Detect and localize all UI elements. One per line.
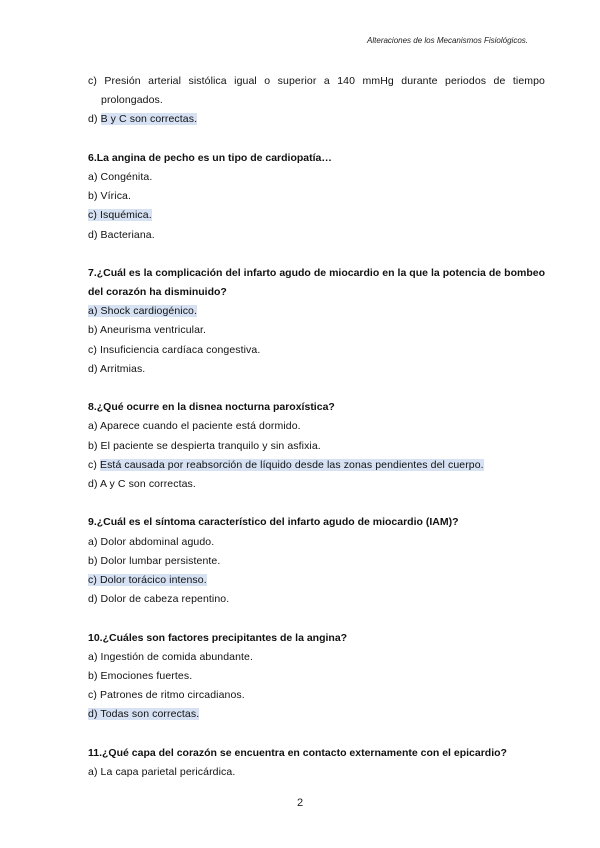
q9-option-d: d) Dolor de cabeza repentino. bbox=[88, 593, 230, 606]
q8-option-c-highlighted: Está causada por reabsorción de líquido desde las zonas pendientes del cuerpo. bbox=[99, 458, 484, 471]
question-7: 7.¿Cuál es la complicación del infarto agudo de miocardio en la que la potencia de bombeo del corazón ha disminuido? bbox=[88, 266, 545, 299]
q7-option-a-highlighted: a) Shock cardiogénico. bbox=[88, 305, 198, 318]
q7-option-d: d) Arritmias. bbox=[88, 362, 146, 375]
q8-option-a: a) Aparece cuando el paciente está dormido. bbox=[88, 420, 301, 433]
q6-option-b: b) Vírica. bbox=[88, 190, 132, 203]
q8-option-d: d) A y C son correctas. bbox=[88, 478, 196, 490]
q9-option-b: b) Dolor lumbar persistente. bbox=[88, 554, 221, 567]
q8-option-c-prefix: c) bbox=[88, 458, 100, 471]
option-c-line1: c) Presión arterial sistólica igual o superior a 140 mmHg durante periodos de tiempo bbox=[88, 75, 545, 87]
page-header-title: Alteraciones de los Mecanismos Fisiológicos. bbox=[367, 36, 528, 45]
question-9: 9.¿Cuál es el síntoma característico del infarto agudo de miocardio (IAM)? bbox=[88, 516, 459, 529]
option-d-prefix: d) bbox=[88, 113, 101, 126]
q10-option-d-highlighted: d) Todas son correctas. bbox=[88, 708, 200, 721]
q6-option-a: a) Congénita. bbox=[88, 170, 153, 183]
question-8: 8.¿Qué ocurre en la disnea nocturna paroxística? bbox=[88, 401, 335, 414]
q8-option-c bbox=[88, 456, 545, 475]
option-d bbox=[88, 110, 545, 129]
document-body bbox=[88, 72, 545, 782]
q7-option-b: b) Aneurisma ventricular. bbox=[88, 324, 207, 337]
q7-option-c: c) Insuficiencia cardíaca congestiva. bbox=[88, 343, 261, 356]
q8-option-b: b) El paciente se despierta tranquilo y sin asfixia. bbox=[88, 439, 321, 452]
q10-option-c: c) Patrones de ritmo circadianos. bbox=[88, 689, 245, 702]
page-number: 2 bbox=[296, 797, 304, 809]
q11-option-a: a) La capa parietal pericárdica. bbox=[88, 765, 236, 778]
q9-option-a: a) Dolor abdominal agudo. bbox=[88, 535, 215, 548]
q6-option-d: d) Bacteriana. bbox=[88, 228, 155, 241]
highlighted-answer: B y C son correctas. bbox=[100, 113, 198, 126]
q6-option-c-highlighted: c) Isquémica. bbox=[88, 209, 152, 222]
question-6: 6.La angina de pecho es un tipo de cardiopatía… bbox=[88, 151, 332, 164]
q10-option-b: b) Emociones fuertes. bbox=[88, 669, 193, 682]
q9-option-c-highlighted: c) Dolor torácico intenso. bbox=[88, 573, 207, 586]
question-10: 10.¿Cuáles son factores precipitantes de la angina? bbox=[88, 631, 348, 644]
question-11: 11.¿Qué capa del corazón se encuentra en contacto externamente con el epicardio? bbox=[88, 746, 507, 759]
option-c-line2: prolongados. bbox=[101, 94, 163, 107]
q10-option-a: a) Ingestión de comida abundante. bbox=[88, 650, 253, 663]
